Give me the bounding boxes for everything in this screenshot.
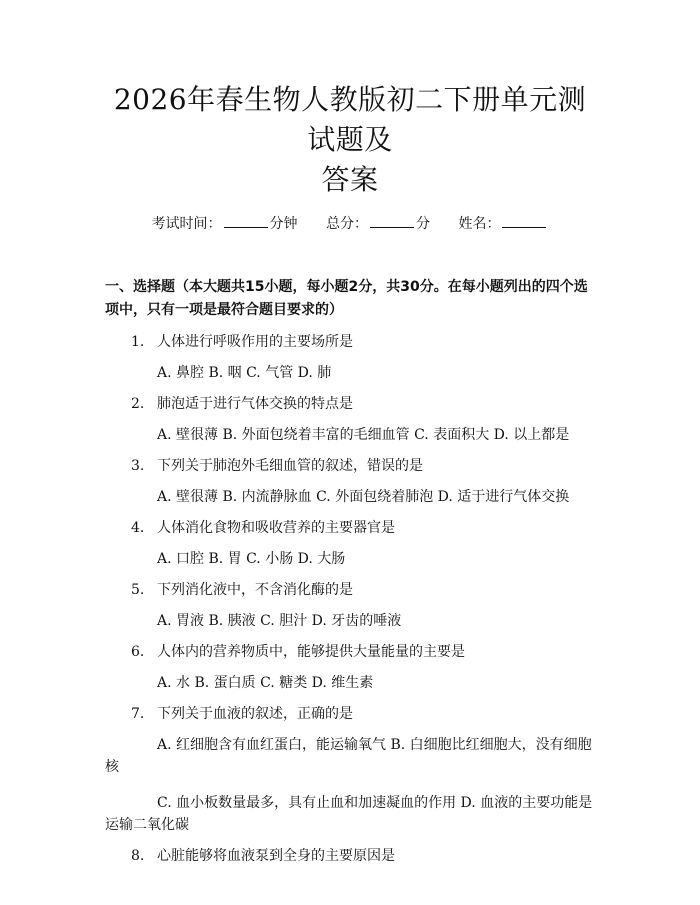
question-number: 2. [131,396,145,412]
exam-score [326,214,430,234]
exam-name [458,214,548,234]
question-2 [105,393,595,415]
question-text: 人体内的营养物质中，能够提供大量能量的主要是 [157,644,465,660]
question-1 [105,331,595,353]
question-7 [105,703,595,725]
question-number: 6. [131,644,145,660]
question-text: 下列关于血液的叙述，正确的是 [157,706,353,722]
question-text: 下列消化液中，不含消化酶的是 [157,582,353,598]
question-5-options: A. 胃液 B. 胰液 C. 胆汁 D. 牙齿的唾液 [157,613,402,629]
question-number: 8. [131,848,145,864]
question-number: 7. [131,706,145,722]
score-blank [370,215,414,228]
question-8 [105,845,595,867]
question-text: 心脏能够将血液泵到全身的主要原因是 [157,848,395,864]
question-7-options-cd: C. 血小板数量最多，具有止血和加速凝血的作用 D. 血液的主要功能是运输二氧化碳 [105,795,593,833]
question-number: 1. [131,334,145,350]
score-unit: 分 [416,216,430,232]
question-1-options: A. 鼻腔 B. 咽 C. 气管 D. 肺 [157,365,332,381]
exam-time [152,214,298,234]
question-list [105,331,595,867]
name-label: 姓名： [458,216,501,232]
question-6-options: A. 水 B. 蛋白质 C. 糖类 D. 维生素 [157,675,374,691]
question-text: 人体消化食物和吸收营养的主要器官是 [157,520,395,536]
question-3-options: A. 壁很薄 B. 内流静脉血 C. 外面包绕着肺泡 D. 适于进行气体交换 [157,489,570,505]
section-heading: 一、选择题（本大题共15小题，每小题2分，共30分。在每小题列出的四个选项中，只有一项是最符合题目要求的） [105,279,588,318]
document-title [105,0,595,200]
time-blank [224,215,268,228]
score-label: 总分： [326,216,368,232]
title-line-2: 答案 [321,163,379,196]
question-6 [105,641,595,663]
question-number: 4. [131,520,145,536]
question-5 [105,579,595,601]
time-unit: 分钟 [269,216,298,232]
question-7-options-ab: A. 红细胞含有血红蛋白，能运输氧气 B. 白细胞比红细胞大，没有细胞核 [105,737,592,775]
question-text: 下列关于肺泡外毛细血管的叙述，错误的是 [157,458,423,474]
question-text: 人体进行呼吸作用的主要场所是 [157,334,353,350]
time-label: 考试时间： [151,216,222,232]
title-line-1: 2026年春生物人教版初二下册单元测试题及 [113,83,587,156]
question-number: 5. [131,582,145,598]
exam-meta [105,214,595,234]
question-4 [105,517,595,539]
question-2-options: A. 壁很薄 B. 外面包绕着丰富的毛细血管 C. 表面积大 D. 以上都是 [157,427,570,443]
question-3 [105,455,595,477]
question-number: 3. [131,458,145,474]
question-4-options: A. 口腔 B. 胃 C. 小肠 D. 大肠 [157,551,346,567]
name-blank [502,215,546,228]
question-text: 肺泡适于进行气体交换的特点是 [157,396,353,412]
